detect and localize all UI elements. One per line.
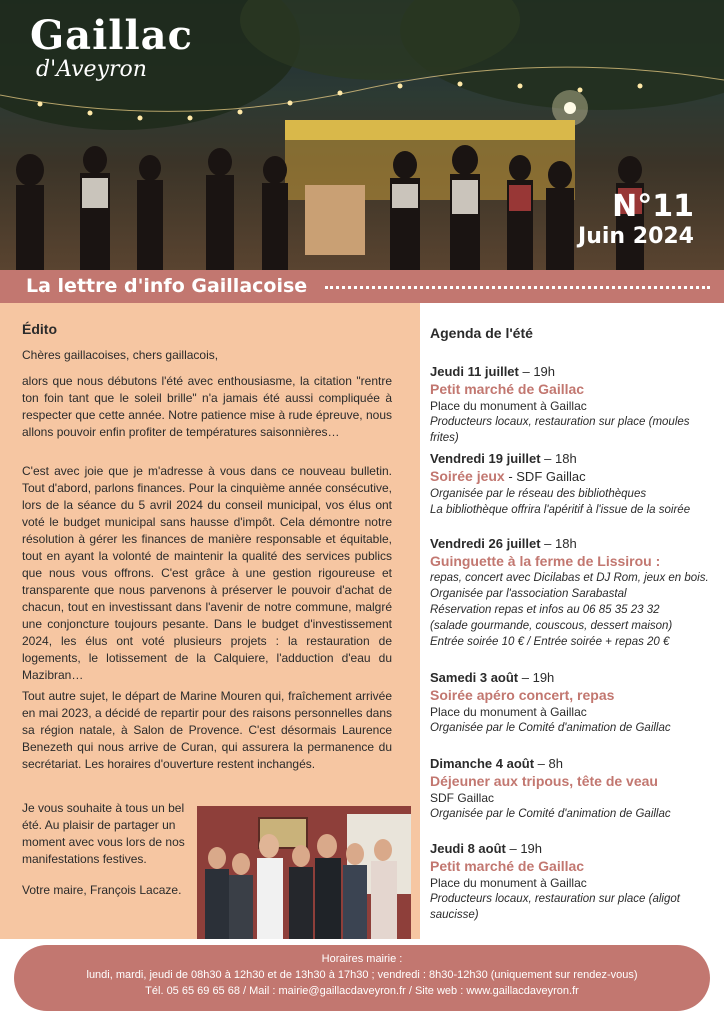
agenda-event — [430, 535, 720, 650]
event-time: – 18h — [540, 451, 577, 466]
event-time: – 19h — [518, 670, 555, 685]
agenda-event — [430, 450, 720, 518]
event-day: Samedi 3 août — [430, 670, 519, 685]
newsletter-title: La lettre d'info Gaillacoise — [26, 275, 308, 297]
event-time: – 8h — [534, 756, 563, 771]
event-note: Entrée soirée 10 € / Entrée soirée + repas 20 € — [430, 636, 670, 648]
event-datetime — [430, 755, 720, 772]
edito-paragraph: C'est avec joie que je m'adresse à vous dans ce nouveau bulletin. Tout d'abord, parlons finances. Pour la cinquième année consécutive, lors de la séance du 5 avril 2024 du conseil municipal, vos élus ont voté le budget municipal sans hausse d'impôt. Cela démontre notre résolution à gérer les finances de manière responsable et équitable, tout en ayant la volonté de maintenir la qualité des services publics que nous vous offrons. C'est grâce à une gestion rigoureuse et transparente que nous parvenons à préserver le pouvoir d'achat de chacun, tout en investissant dans l'avenir de notre commune, malgré une conjoncture toujours pesante. Dans le budget d'investissement 2024, les élus ont voté plusieurs projets : la restauration de logements, le lotissement de la Calquiere, l'adduction d'eau du Mazibran… — [22, 464, 392, 682]
contact-info: Tél. 05 65 69 65 68 / Mail : mairie@gaillacdaveyron.fr / Site web : www.gaillacdaveyron.fr — [145, 985, 579, 997]
event-name — [430, 552, 720, 570]
logo-main-text: Gaillac — [30, 12, 193, 59]
event-name — [430, 467, 720, 486]
team-photo — [197, 806, 411, 939]
event-time: – 19h — [505, 841, 543, 856]
event-note: La bibliothèque offrira l'apéritif à l'issue de la soirée — [430, 504, 691, 516]
event-note: Organisée par le Comité d'animation de Gaillac — [430, 808, 671, 820]
event-name — [430, 772, 720, 790]
event-note: repas, concert avec Dicilabas et DJ Rom, jeux en bois. Organisée par l'association Sarabastal — [430, 572, 709, 600]
event-note: Organisée par le réseau des bibliothèques — [430, 488, 647, 500]
event-name — [430, 857, 720, 875]
event-name — [430, 686, 720, 704]
event-place: Place du monument à Gaillac — [430, 399, 587, 413]
event-datetime — [430, 450, 720, 467]
event-name-text: Soirée apéro concert, repas — [430, 687, 615, 703]
agenda-event — [430, 363, 720, 446]
edito-paragraph: alors que nous débutons l'été avec enthousiasme, la citation "rentre ton foin tant que le soleil brille" n'a jamais été aussi compliquée à respecter que cette année. Notre patience mise à rude épreuve, nous allons pouvoir enfin profiter de températures saisonnières… — [22, 374, 392, 439]
event-time: – 19h — [518, 364, 556, 379]
event-place: Place du monument à Gaillac — [430, 705, 587, 719]
town-hall-info-footer — [14, 945, 710, 1011]
event-datetime — [430, 363, 720, 380]
issue-date: Juin 2024 — [578, 224, 694, 249]
edito-salutation: Chères gaillacoises, chers gaillacois, — [22, 348, 219, 362]
event-name — [430, 380, 720, 398]
opening-hours: lundi, mardi, jeudi de 08h30 à 12h30 et de 13h30 à 17h30 ; vendredi : 8h30-12h30 (uniquement sur rendez-vous) — [86, 969, 638, 981]
event-day: Vendredi 19 juillet — [430, 451, 541, 466]
gaillac-logo — [30, 14, 193, 82]
team-photo-illustration — [197, 806, 411, 939]
issue-number: N°11 — [612, 189, 694, 224]
agenda-heading: Agenda de l'été — [430, 325, 533, 341]
event-day: Vendredi 26 juillet — [430, 536, 541, 551]
event-datetime — [430, 840, 720, 857]
issue-block — [578, 190, 694, 250]
event-name-suffix: - SDF Gaillac — [504, 469, 586, 484]
hero-photo — [0, 0, 724, 272]
agenda-event — [430, 840, 720, 923]
event-day: Jeudi 8 août — [430, 841, 506, 856]
edito-heading: Édito — [22, 321, 57, 337]
event-time: – 18h — [540, 536, 577, 551]
event-name-text: Guinguette à la ferme de Lissirou : — [430, 553, 661, 569]
hours-heading: Horaires mairie : — [321, 953, 403, 965]
event-note: Producteurs locaux, restauration sur place (moules frites) — [430, 416, 690, 444]
event-place: Place du monument à Gaillac — [430, 876, 587, 890]
event-name-text: Petit marché de Gaillac — [430, 381, 585, 397]
logo-sub-text: d'Aveyron — [36, 57, 147, 82]
event-note: Producteurs locaux, restauration sur place (aligot saucisse) — [430, 893, 680, 921]
agenda-section — [430, 303, 720, 939]
event-day: Jeudi 11 juillet — [430, 364, 519, 379]
dotted-divider — [325, 286, 710, 289]
edito-section — [0, 303, 420, 939]
event-day: Dimanche 4 août — [430, 756, 535, 771]
edito-paragraph: Tout autre sujet, le départ de Marine Mouren qui, fraîchement arrivée en mai 2023, a décidé de repartir pour des raisons personnelles dans sa région natale, à Salon de Provence. C'est désormais Laurence Benezeth qui nous arrive de Curan, qui assurera la permanence du secrétariat. Les horaires d'ouverture restent inchangés. — [22, 689, 392, 771]
event-note: (salade gourmande, couscous, dessert maison) — [430, 620, 673, 632]
agenda-event — [430, 669, 720, 736]
event-place: SDF Gaillac — [430, 791, 495, 805]
event-name-text: Déjeuner aux tripous, tête de veau — [430, 773, 658, 789]
edito-closing: Je vous souhaite à tous un bel été. Au plaisir de partager un moment avec vous lors de nos manifestations festives. — [22, 801, 185, 866]
mayor-signature: Votre maire, François Lacaze. — [22, 883, 182, 897]
newsletter-title-bar — [0, 270, 724, 303]
agenda-event — [430, 755, 720, 822]
event-name-text: Soirée jeux — [430, 468, 505, 484]
event-note: Organisée par le Comité d'animation de Gaillac — [430, 722, 671, 734]
event-note: Réservation repas et infos au 06 85 35 23 32 — [430, 604, 660, 616]
event-datetime — [430, 535, 720, 552]
event-name-text: Petit marché de Gaillac — [430, 858, 585, 874]
event-datetime — [430, 669, 720, 686]
